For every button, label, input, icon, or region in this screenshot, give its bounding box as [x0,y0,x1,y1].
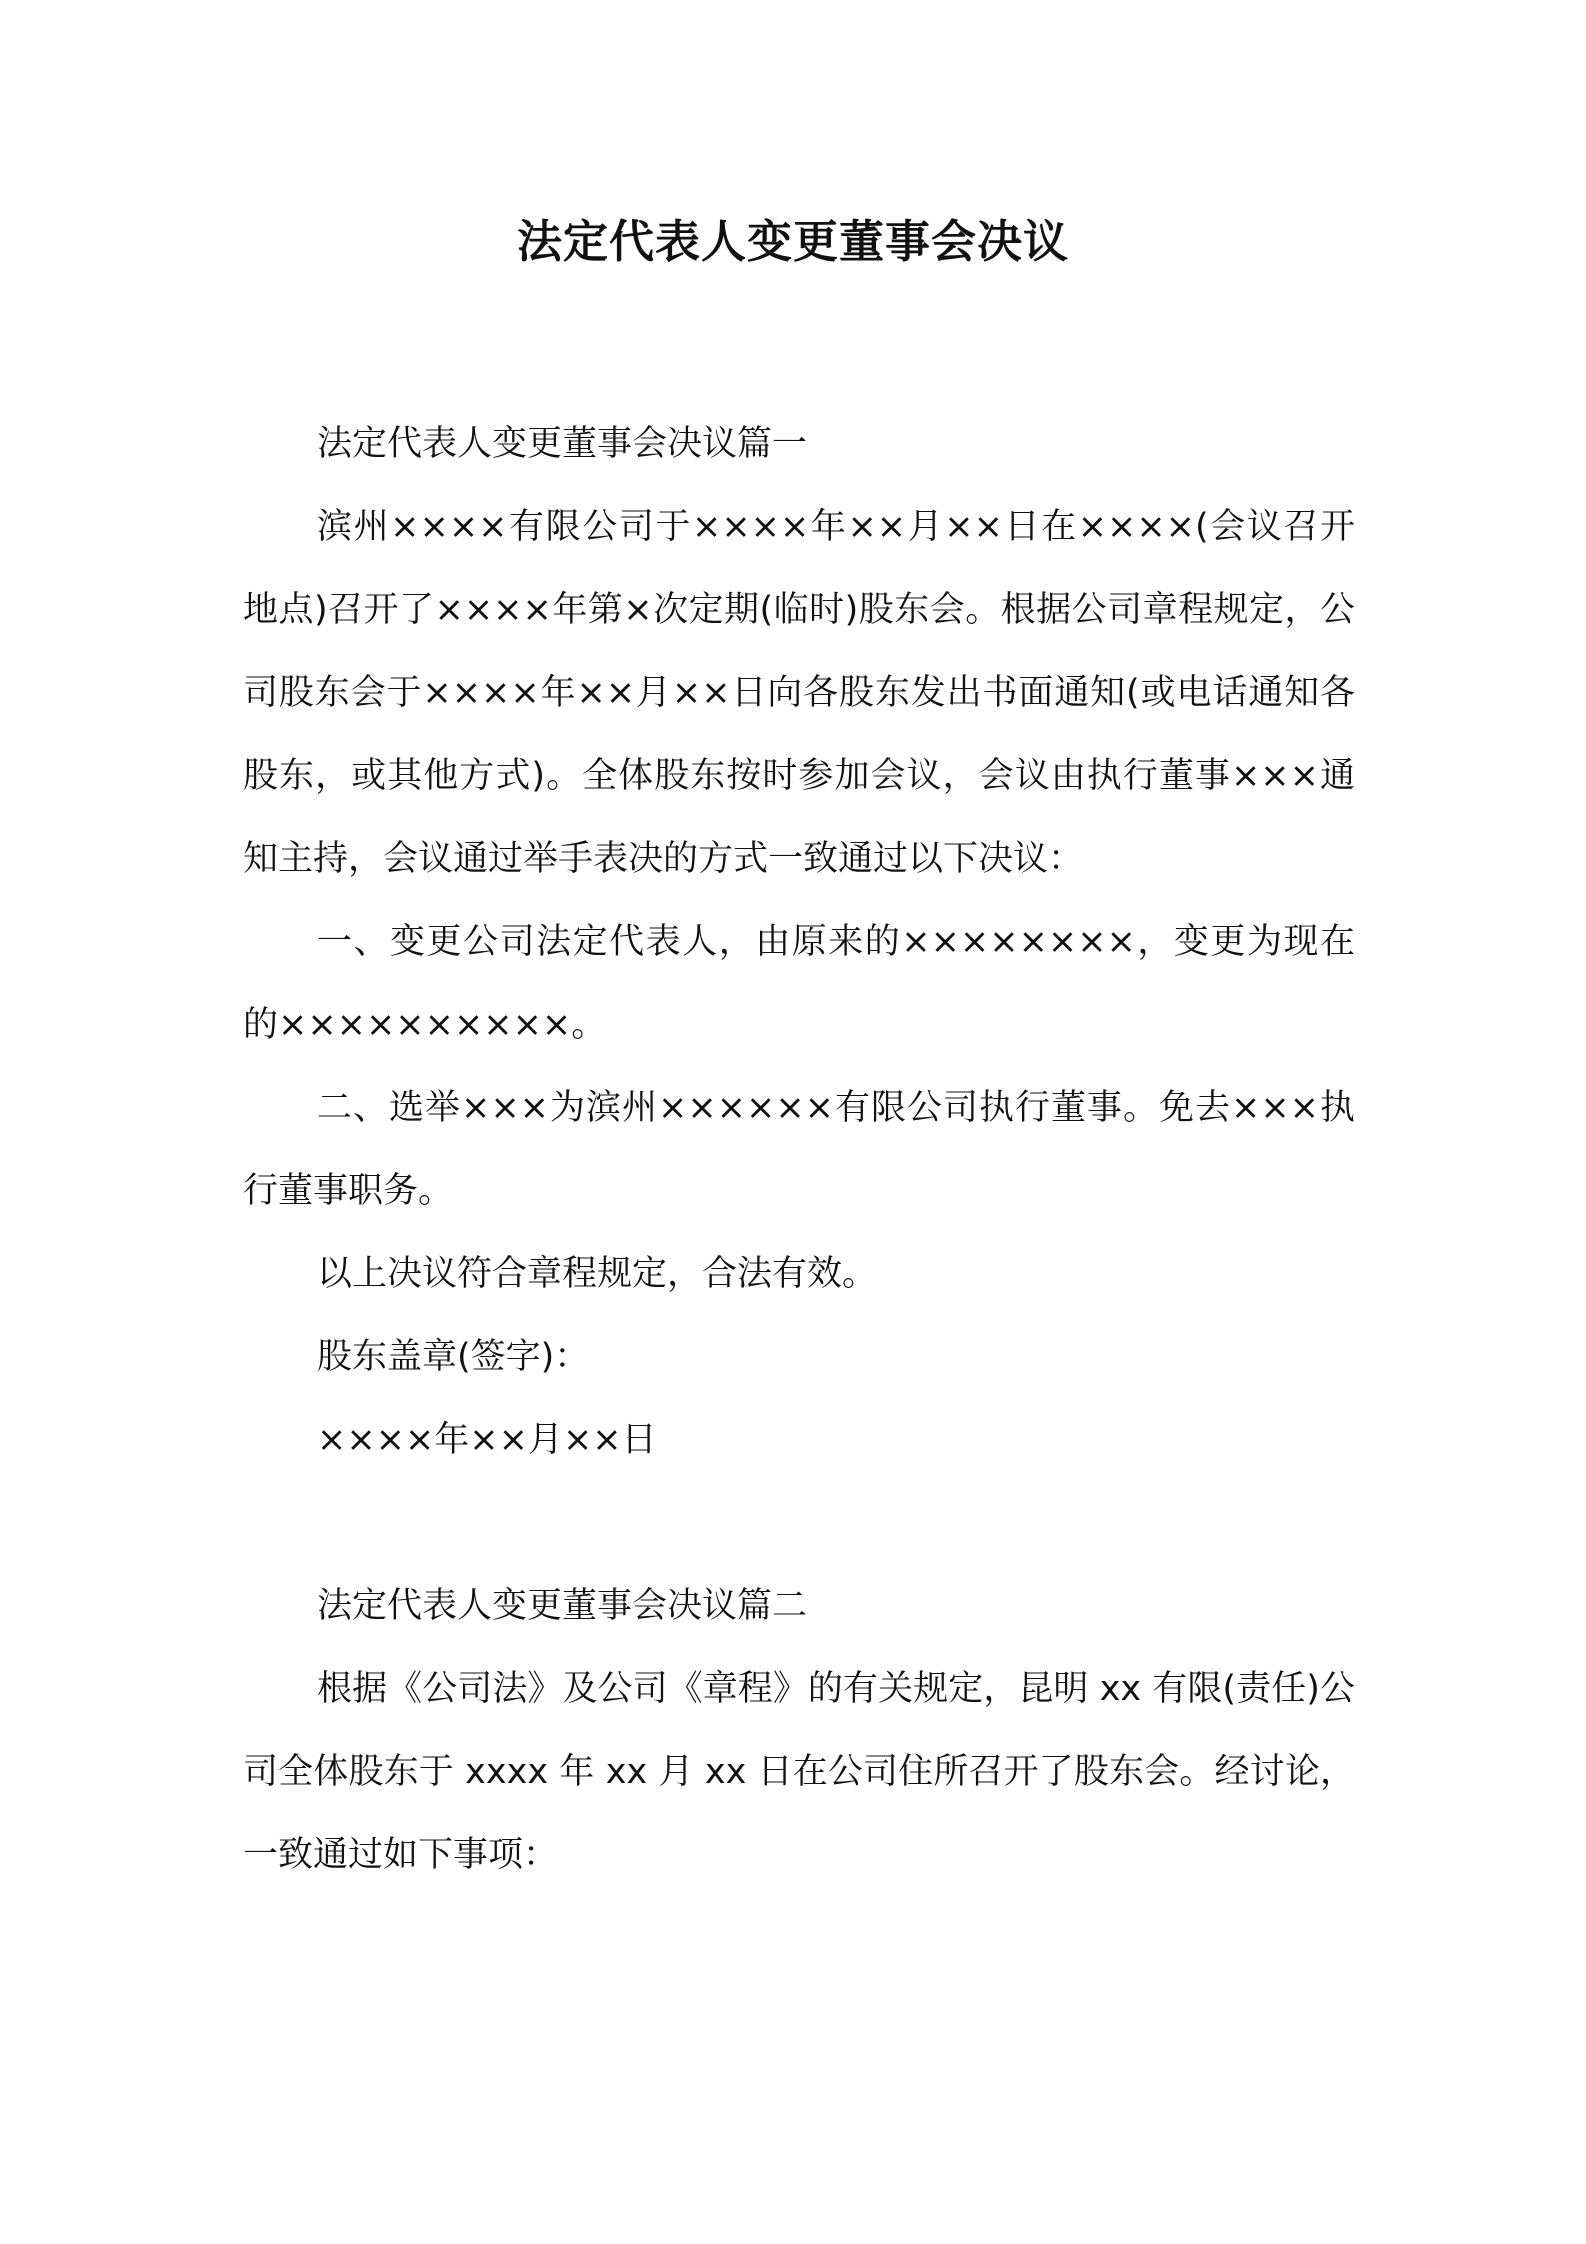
section-heading-2: 法定代表人变更董事会决议篇二 [317,1586,808,1626]
date-line: ××××年××月××日 [317,1420,657,1460]
section-gap [243,1482,1355,1565]
paragraph-section2-intro: 根据《公司法》及公司《章程》的有关规定，昆明 xx 有限(责任)公司全体股东于 xxxx 年 xx 月 xx 日在公司住所召开了股东会。经讨论，一致通过如下事项： [243,1669,1355,1875]
signature-line: 股东盖章(签字)： [317,1337,590,1377]
paragraph-resolution-1: 一、变更公司法定代表人，由原来的××××××××，变更为现在的××××××××××。 [243,922,1355,1045]
paragraph-resolution-2: 二、选举×××为滨州××××××有限公司执行董事。免去×××执行董事职务。 [243,1088,1355,1211]
document-title: 法定代表人变更董事会决议 [516,215,1069,268]
paragraph-meeting-notice: 滨州××××有限公司于××××年××月××日在××××(会议召开地点)召开了××××年第×次定期(临时)股东会。根据公司章程规定，公司股东会于××××年××月××日向各股东发出书面通知(或电话通知各股东，或其他方式)。全体股东按时参加会议，会议由执行董事×××通知主持，会议通过举手表决的方式一致通过以下决议： [243,507,1355,879]
paragraph-validity: 以上决议符合章程规定，合法有效。 [317,1254,878,1294]
section-heading-1: 法定代表人变更董事会决议篇一 [317,424,808,464]
document-body [243,403,1355,1897]
